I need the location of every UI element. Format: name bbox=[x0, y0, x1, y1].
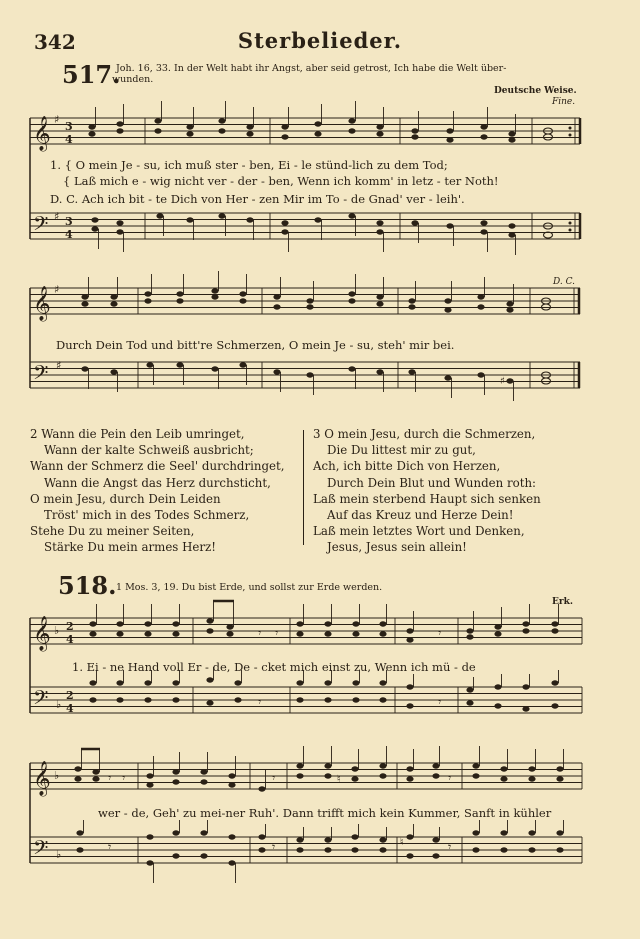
svg-text:𝄾: 𝄾 bbox=[108, 840, 112, 854]
svg-text:𝄾: 𝄾 bbox=[275, 626, 279, 640]
verse-3-line: Ach, ich bitte Dich von Herzen, bbox=[313, 459, 501, 474]
verse-divider bbox=[303, 430, 304, 545]
fine-marking: Fine. bbox=[552, 97, 576, 107]
dc-marking: D. C. bbox=[553, 277, 576, 287]
svg-text:𝄾: 𝄾 bbox=[258, 695, 262, 709]
verse-3 bbox=[313, 426, 541, 556]
svg-text:𝄞: 𝄞 bbox=[33, 286, 51, 321]
verse-2-line: O mein Jesu, durch Dein Leiden bbox=[30, 491, 221, 506]
hymn-517-lyrics-line-2: { Laß mich e - wig nicht ver - der - ben, Wenn ich komm' in letz - ter Noth! bbox=[63, 174, 499, 188]
svg-text:♯: ♯ bbox=[54, 113, 60, 126]
svg-text:𝄞: 𝄞 bbox=[33, 761, 51, 796]
hymn-517-lyrics-line-4: Durch Dein Tod und bitt're Schmerzen, O mein Je - su, steh' mir bei. bbox=[56, 338, 455, 352]
hymn-518-scripture: 1 Mos. 3, 19. Du bist Erde, und sollst zur Erde werden. bbox=[116, 582, 383, 593]
svg-text:𝄾: 𝄾 bbox=[272, 771, 276, 785]
verse-2-line: Stehe Du zu meiner Seiten, bbox=[30, 524, 195, 539]
svg-text:3: 3 bbox=[65, 215, 73, 228]
verse-2-line: Tröst' mich in des Todes Schmerz, bbox=[44, 508, 250, 523]
svg-text:𝄢: 𝄢 bbox=[33, 836, 49, 864]
verse-2-line: Wann der kalte Schweiß ausbricht; bbox=[44, 443, 254, 458]
svg-text:𝄞: 𝄞 bbox=[33, 616, 51, 651]
hymn-518-lyrics-line-2: wer - de, Geh' zu mei-ner Ruh'. Dann trifft mich kein Kummer, Sanft in kühler bbox=[98, 806, 552, 820]
verse-2-line: 2 Wann die Pein den Leib umringet, bbox=[30, 427, 245, 441]
svg-text:♮: ♮ bbox=[400, 837, 404, 848]
svg-text:♮: ♮ bbox=[337, 774, 341, 785]
hymn-number-517: 517. bbox=[62, 60, 121, 89]
hymn-518-tune-source: Erk. bbox=[552, 597, 573, 607]
svg-text:♭: ♭ bbox=[56, 848, 62, 861]
svg-text:♯: ♯ bbox=[56, 359, 62, 372]
svg-text:𝄢: 𝄢 bbox=[33, 686, 49, 714]
hymn-517-lyrics-line-1: 1. { O mein Je - su, ich muß ster - ben, Ei - le stünd-lich zu dem Tod; bbox=[50, 158, 448, 172]
verse-3-line: Laß mein sterbend Haupt sich senken bbox=[313, 491, 541, 506]
svg-text:♭: ♭ bbox=[54, 624, 60, 637]
svg-text:𝄢: 𝄢 bbox=[33, 361, 49, 389]
svg-text:♭: ♭ bbox=[56, 698, 62, 711]
svg-text:𝄢: 𝄢 bbox=[33, 212, 49, 240]
svg-text:𝄾: 𝄾 bbox=[448, 840, 452, 854]
verse-2-line: Wann die Angst das Herz durchsticht, bbox=[44, 475, 271, 490]
svg-text:♯: ♯ bbox=[54, 210, 60, 223]
hymn-518-lyrics-line-1: 1. Ei - ne Hand voll Er - de, De - cket mich einst zu, Wenn ich mü - de bbox=[72, 660, 476, 674]
svg-text:♭: ♭ bbox=[54, 769, 60, 782]
svg-text:4: 4 bbox=[65, 133, 73, 146]
verse-2-line: Wann der Schmerz die Seel' durchdringet, bbox=[30, 459, 285, 474]
svg-text:𝄾: 𝄾 bbox=[438, 626, 442, 640]
svg-text:♯: ♯ bbox=[54, 283, 60, 296]
svg-text:𝄾: 𝄾 bbox=[258, 626, 262, 640]
hymn-517-tune-source: Deutsche Weise. bbox=[494, 86, 577, 96]
hymn-517-scripture-line2: wunden. bbox=[112, 74, 154, 85]
svg-text:♯: ♯ bbox=[500, 376, 505, 387]
hymn-518-system-2 bbox=[0, 755, 640, 895]
svg-text:2: 2 bbox=[66, 620, 74, 633]
hymn-517-scripture-line1: Joh. 16, 33. In der Welt habt ihr Angst, aber seid getrost, Ich habe die Welt über- bbox=[116, 63, 507, 74]
verse-3-line: Die Du littest mir zu gut, bbox=[327, 443, 476, 458]
verse-3-line: 3 O mein Jesu, durch die Schmerzen, bbox=[313, 427, 536, 441]
svg-text:2: 2 bbox=[66, 689, 74, 702]
page-number: 342 bbox=[34, 30, 76, 54]
svg-text:4: 4 bbox=[66, 633, 74, 646]
svg-text:3: 3 bbox=[65, 120, 73, 133]
svg-text:𝄾: 𝄾 bbox=[108, 771, 112, 785]
svg-text:𝄾: 𝄾 bbox=[272, 840, 276, 854]
svg-text:4: 4 bbox=[66, 702, 74, 715]
svg-text:4: 4 bbox=[65, 228, 73, 241]
verse-2-line: Stärke Du mein armes Herz! bbox=[44, 540, 216, 555]
svg-text:𝄾: 𝄾 bbox=[448, 771, 452, 785]
verse-3-line: Auf das Kreuz und Herze Dein! bbox=[327, 508, 514, 523]
verse-3-line: Laß mein letztes Wort und Denken, bbox=[313, 524, 525, 539]
hymn-517-lyrics-line-3: D. C. Ach ich bit - te Dich von Her - zen Mir im To - de Gnad' ver - leih'. bbox=[50, 192, 465, 206]
verse-3-line: Jesus, Jesus sein allein! bbox=[327, 540, 467, 555]
page-title: Sterbelieder. bbox=[237, 28, 403, 53]
svg-text:𝄾: 𝄾 bbox=[122, 771, 126, 785]
hymn-number-518: 518. bbox=[58, 571, 117, 600]
verse-2 bbox=[30, 426, 285, 556]
verse-3-line: Durch Dein Blut und Wunden roth: bbox=[327, 475, 537, 490]
svg-text:𝄞: 𝄞 bbox=[33, 116, 51, 151]
svg-text:𝄾: 𝄾 bbox=[438, 695, 442, 709]
